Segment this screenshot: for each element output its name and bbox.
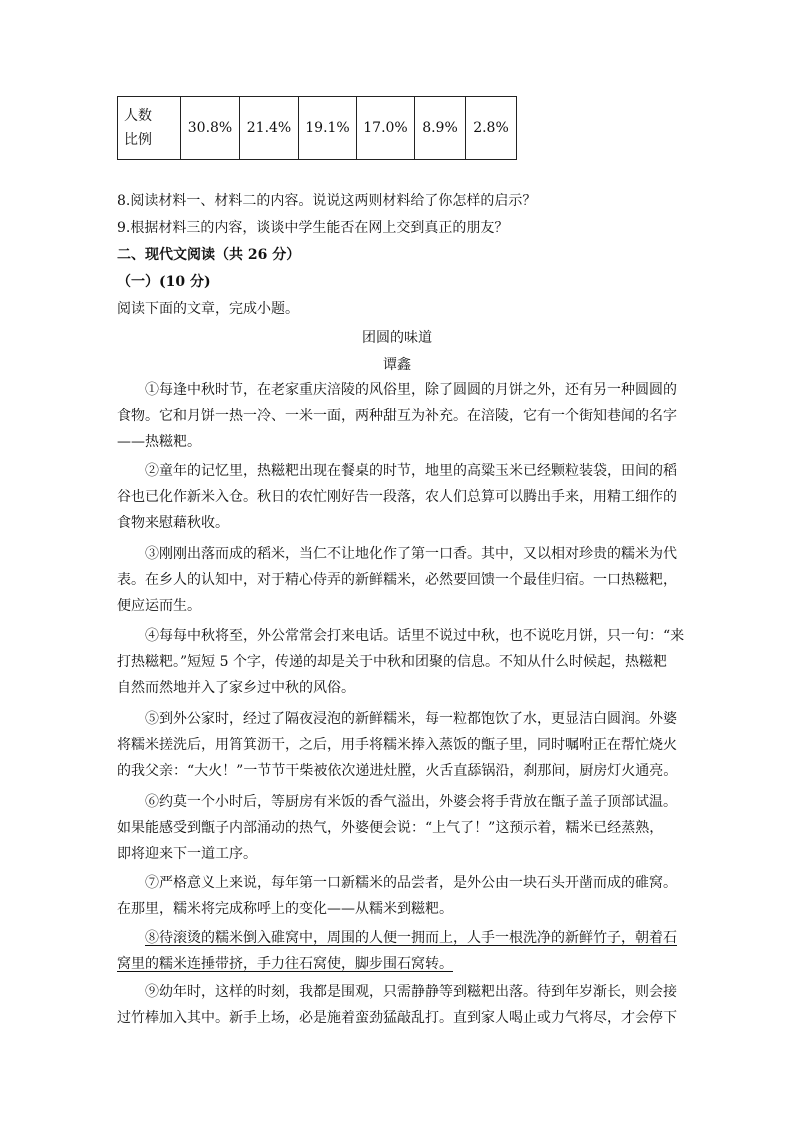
underlined-line: 窝里的糯米连捶带挤，手力往石窝使，脚步围石窝转。	[117, 956, 453, 972]
text-line: 的我父亲：“大火！”一节节干柴被依次递进灶膛，火舌直舔锅沿，刹那间，厨房灯火通亮。	[117, 763, 678, 779]
text-line: ①每逢中秋时节，在老家重庆涪陵的风俗里，除了圆圆的月饼之外，还有另一种圆圆的	[145, 382, 677, 398]
paragraph-5	[117, 706, 677, 784]
paragraph-3	[117, 541, 677, 619]
text-line: ⑦严格意义上来说，每年第一口新糯米的品尝者，是外公由一块石头开凿而成的碓窝。	[145, 875, 677, 891]
table-cell: 19.1%	[299, 97, 357, 160]
article-author: 谭鑫	[383, 357, 411, 373]
text-line: 便应运而生。	[117, 598, 201, 614]
text-line: 将糯米搓洗后，用筲箕沥干，之后，用手将糯米捧入蒸饭的甑子里，同时嘱咐正在帮忙烧火	[117, 737, 677, 753]
paragraph-9	[117, 979, 677, 1031]
text-line: ④每每中秋将至，外公常常会打来电话。话里不说过中秋，也不说吃月饼，只一句：“来	[145, 628, 685, 644]
row-header	[118, 97, 181, 160]
text-line: ⑤到外公家时，经过了隔夜浸泡的新鲜糯米，每一粒都饱饮了水，更显洁白圆润。外婆	[145, 711, 677, 727]
paragraph-2	[117, 458, 677, 536]
text-line: 过竹棒加入其中。新手上场，必是施着蛮劲猛敲乱打。直到家人喝止或力气将尽，才会停下	[117, 1010, 677, 1026]
paragraph-6	[117, 789, 677, 867]
text-line: 如果能感受到甑子内部涌动的热气，外婆便会说：“上气了！”这预示着，糯米已经蒸熟，	[117, 820, 664, 836]
text-line: 食物。它和月饼一热一冷、一米一面，两种甜互为补充。在涪陵，它有一个街知巷闻的名字	[117, 408, 677, 424]
paragraph-7	[117, 870, 677, 922]
text-line: ②童年的记忆里，热糍粑出现在餐桌的时节，地里的高粱玉米已经颗粒装袋，田间的稻	[145, 463, 677, 479]
text-line: 即将迎来下一道工序。	[117, 846, 257, 862]
instruction: 阅读下面的文章，完成小题。	[117, 301, 299, 317]
underlined-line: ⑧待滚烫的糯米倒入碓窝中，周围的人便一拥而上，人手一根洗净的新鲜竹子，朝着石	[145, 930, 677, 946]
table-row	[118, 97, 517, 160]
table-cell: 30.8%	[181, 97, 240, 160]
paragraph-1	[117, 377, 677, 455]
text-line: 在那里，糯米将完成称呼上的变化——从糯米到糍粑。	[117, 901, 453, 917]
text-line: 自然而然地并入了家乡过中秋的风俗。	[117, 680, 355, 696]
subsection-title: （一）(10 分)	[117, 274, 211, 290]
paragraph-4	[117, 623, 685, 701]
text-line: 谷也已化作新米入仓。秋日的农忙刚好告一段落，农人们总算可以腾出手来，用精工细作的	[117, 489, 677, 505]
statistics-table	[117, 96, 517, 160]
text-line: ⑥约莫一个小时后，等厨房有米饭的香气溢出，外婆会将手背放在甑子盖子顶部试温。	[145, 794, 677, 810]
text-line: 打热糍粑。”短短 5 个字，传递的却是关于中秋和团聚的信息。不知从什么时候起，热糍粑	[117, 654, 667, 670]
table-cell: 8.9%	[415, 97, 466, 160]
question-8: 8.阅读材料一、材料二的内容。说说这两则材料给了你怎样的启示？	[117, 193, 537, 209]
paragraph-8	[117, 925, 677, 977]
text-line: ——热糍粑。	[117, 434, 201, 450]
section-title: 二、现代文阅读（共 26 分）	[117, 247, 301, 263]
text-line: 表。在乡人的认知中，对于精心侍弄的新鲜糯米，必然要回馈一个最佳归宿。一口热糍粑，	[117, 572, 677, 588]
text-line: ⑨幼年时，这样的时刻，我都是围观，只需静静等到糍粑出落。待到年岁渐长，则会接	[145, 984, 677, 1000]
text-line: 食物来慰藉秋收。	[117, 515, 229, 531]
question-9: 9.根据材料三的内容，谈谈中学生能否在网上交到真正的朋友？	[117, 220, 509, 236]
table-cell: 21.4%	[240, 97, 299, 160]
article-title: 团圆的味道	[362, 330, 432, 346]
table-cell: 2.8%	[466, 97, 517, 160]
row-header-line2: 比例	[124, 132, 152, 148]
row-header-line1: 人数	[124, 108, 152, 124]
text-line: ③刚刚出落而成的稻米，当仁不让地化作了第一口香。其中，又以相对珍贵的糯米为代	[145, 546, 677, 562]
table-cell: 17.0%	[357, 97, 415, 160]
